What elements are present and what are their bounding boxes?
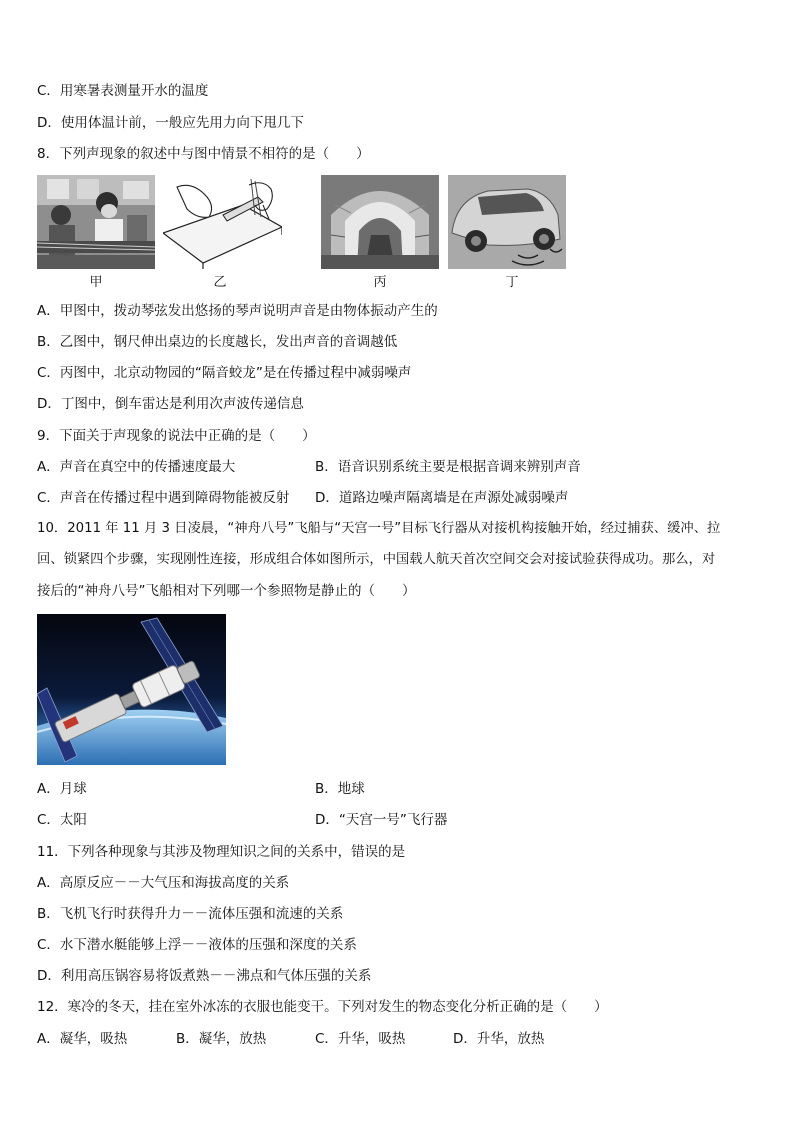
- caption-jia: 甲: [89, 275, 103, 290]
- q10-option-d: D．“天宫一号”飞行器: [315, 812, 448, 828]
- q9-option-b: B．语音识别系统主要是根据音调来辨别声音: [315, 459, 581, 475]
- q9-option-a: A．声音在真空中的传播速度最大: [37, 459, 236, 475]
- q9-option-c: C．声音在传播过程中遇到障碍物能被反射: [37, 490, 290, 506]
- figure-spacecraft-docking: [37, 614, 226, 765]
- question-10-line-1: 10．2011 年 11 月 3 日凌晨，“神舟八号”飞船与“天宫一号”目标飞行器从对接机构接触开始，经过捕获、缓冲、拉: [37, 521, 721, 536]
- q8-option-d: D．丁图中，倒车雷达是利用次声波传递信息: [37, 396, 304, 412]
- option-c-thermometer: C．用寒暑表测量开水的温度: [37, 83, 209, 99]
- q12-option-c: C．升华，吸热: [315, 1031, 406, 1047]
- question-10-line-3: 接后的“神舟八号”飞船相对下列哪一个参照物是静止的（ ）: [37, 583, 416, 599]
- q8-option-a: A．甲图中，拨动琴弦发出悠扬的琴声说明声音是由物体振动产生的: [37, 303, 438, 319]
- figure-jia-zither-players: [37, 175, 155, 269]
- q10-option-b: B．地球: [315, 781, 365, 797]
- figure-yi-ruler-on-table: [163, 175, 282, 269]
- question-9-stem: 9．下面关于声现象的说法中正确的是（ ）: [37, 428, 316, 444]
- q12-option-b: B．凝华，放热: [176, 1031, 267, 1047]
- q9-option-d: D．道路边噪声隔离墙是在声源处减弱噪声: [315, 490, 569, 506]
- q11-option-b: B．飞机飞行时获得升力－－流体压强和流速的关系: [37, 906, 344, 922]
- figure-bing-sound-barrier-tunnel: [321, 175, 439, 269]
- q11-option-a: A．高原反应－－大气压和海拔高度的关系: [37, 875, 290, 891]
- caption-ding: 丁: [505, 275, 519, 290]
- q8-option-b: B．乙图中，钢尺伸出桌边的长度越长，发出声音的音调越低: [37, 334, 398, 350]
- question-12-stem: 12．寒冷的冬天，挂在室外冰冻的衣服也能变干。下列对发生的物态变化分析正确的是（ ）: [37, 999, 608, 1015]
- q11-option-d: D．利用高压锅容易将饭煮熟－－沸点和气体压强的关系: [37, 968, 372, 984]
- q12-option-d: D．升华，放热: [453, 1031, 545, 1047]
- figure-ding-car-reversing-radar: [448, 175, 566, 269]
- q8-option-c: C．丙图中，北京动物园的“隔音蛟龙”是在传播过程中减弱噪声: [37, 365, 412, 381]
- caption-yi: 乙: [213, 275, 227, 290]
- q10-option-a: A．月球: [37, 781, 87, 797]
- option-d-thermometer: D．使用体温计前，一般应先用力向下甩几下: [37, 115, 304, 131]
- question-10-line-2: 回、锁紧四个步骤，实现刚性连接，形成组合体如图所示，中国载人航天首次空间交会对接试验获得成功。那么，对: [37, 552, 716, 567]
- q10-option-c: C．太阳: [37, 812, 87, 828]
- question-8-stem: 8．下列声现象的叙述中与图中情景不相符的是（ ）: [37, 146, 370, 162]
- caption-bing: 丙: [373, 275, 387, 290]
- q12-option-a: A．凝华，吸热: [37, 1031, 128, 1047]
- question-11-stem: 11．下列各种现象与其涉及物理知识之间的关系中，错误的是: [37, 844, 406, 860]
- q11-option-c: C．水下潜水艇能够上浮－－液体的压强和深度的关系: [37, 937, 357, 953]
